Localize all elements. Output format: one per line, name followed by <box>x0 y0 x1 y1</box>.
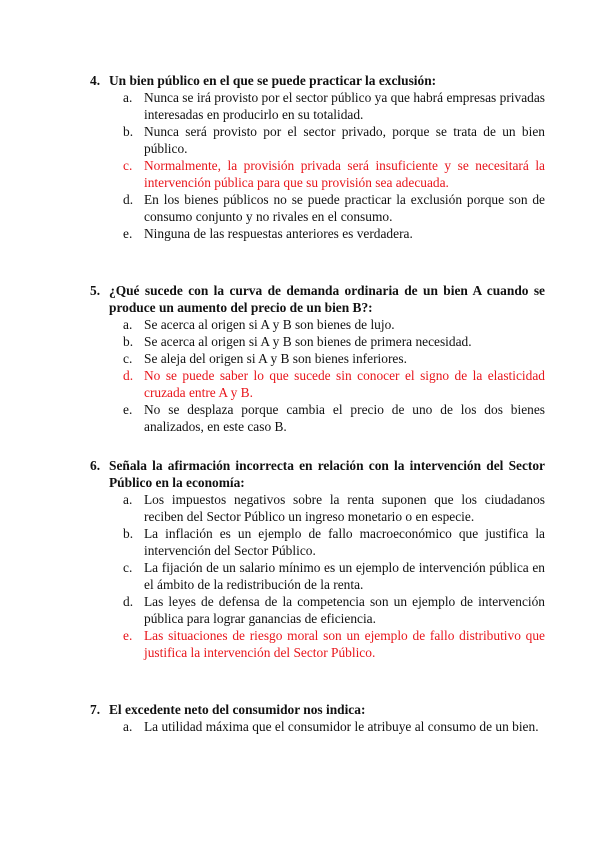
option-c <box>123 350 545 367</box>
option-a <box>123 491 545 525</box>
option-letter: c. <box>123 351 133 366</box>
option-letter: b. <box>123 124 134 139</box>
question-heading <box>90 701 545 718</box>
option-a <box>123 89 545 123</box>
option-letter: d. <box>123 594 134 609</box>
question-heading <box>90 457 545 491</box>
option-text: La fijación de un salario mínimo es un ejemplo de intervención pública en el ámbito de la redistribución de la renta. <box>144 560 545 592</box>
options-list <box>90 491 545 661</box>
option-text: Las situaciones de riesgo moral son un ejemplo de fallo distributivo que justifica la intervención del Sector Público. <box>144 628 545 660</box>
question-text: ¿Qué sucede con la curva de demanda ordinaria de un bien A cuando se produce un aumento del precio de un bien B?: <box>109 283 545 315</box>
option-text: Normalmente, la provisión privada será insuficiente y se necesitará la intervención pública para que su provisión sea adecuada. <box>144 158 545 190</box>
option-e-correct-answer <box>123 627 545 661</box>
option-letter: a. <box>123 492 133 507</box>
options-list <box>90 718 545 735</box>
question-text: El excedente neto del consumidor nos indica: <box>109 702 366 717</box>
question-number: 6. <box>90 458 101 473</box>
option-c-correct-answer <box>123 157 545 191</box>
option-text: No se desplaza porque cambia el precio de uno de los dos bienes analizados, en este caso B. <box>144 402 545 434</box>
option-letter: b. <box>123 526 134 541</box>
question-text: Un bien público en el que se puede practicar la exclusión: <box>109 73 437 88</box>
option-letter: a. <box>123 719 133 734</box>
option-d-correct-answer <box>123 367 545 401</box>
option-letter: e. <box>123 628 133 643</box>
option-letter: c. <box>123 158 133 173</box>
option-letter: e. <box>123 402 133 417</box>
option-b <box>123 333 545 350</box>
question-number: 5. <box>90 283 101 298</box>
option-text: Los impuestos negativos sobre la renta suponen que los ciudadanos reciben del Sector Público un ingreso monetario o en especie. <box>144 492 545 524</box>
question-text: Señala la afirmación incorrecta en relación con la intervención del Sector Público en la economía: <box>109 458 545 490</box>
option-letter: d. <box>123 192 134 207</box>
question-heading <box>90 72 545 89</box>
option-e <box>123 401 545 435</box>
option-letter: e. <box>123 226 133 241</box>
option-d <box>123 593 545 627</box>
option-text: Nunca se irá provisto por el sector público ya que habrá empresas privadas interesadas en producirlo en su totalidad. <box>144 90 545 122</box>
question-5 <box>90 282 545 435</box>
question-number: 7. <box>90 702 101 717</box>
option-b <box>123 123 545 157</box>
question-6 <box>90 457 545 661</box>
option-text: Se acerca al origen si A y B son bienes de primera necesidad. <box>144 334 472 349</box>
option-text: Se aleja del origen si A y B son bienes inferiores. <box>144 351 407 366</box>
question-7 <box>90 701 545 735</box>
options-list <box>90 316 545 435</box>
option-text: Ninguna de las respuestas anteriores es verdadera. <box>144 226 413 241</box>
option-e <box>123 225 545 242</box>
option-text: La inflación es un ejemplo de fallo macroeconómico que justifica la intervención del Sector Público. <box>144 526 545 558</box>
option-c <box>123 559 545 593</box>
question-number: 4. <box>90 73 101 88</box>
option-a <box>123 718 545 735</box>
question-heading <box>90 282 545 316</box>
option-text: No se puede saber lo que sucede sin conocer el signo de la elasticidad cruzada entre A y B. <box>144 368 545 400</box>
option-letter: d. <box>123 368 134 383</box>
option-letter: a. <box>123 90 133 105</box>
option-text: Se acerca al origen si A y B son bienes de lujo. <box>144 317 395 332</box>
option-letter: a. <box>123 317 133 332</box>
options-list <box>90 89 545 242</box>
option-d <box>123 191 545 225</box>
question-4 <box>90 72 545 242</box>
option-text: Las leyes de defensa de la competencia son un ejemplo de intervención pública para lograr ganancias de eficiencia. <box>144 594 545 626</box>
option-letter: b. <box>123 334 134 349</box>
option-text: La utilidad máxima que el consumidor le atribuye al consumo de un bien. <box>144 719 539 734</box>
option-text: Nunca será provisto por el sector privado, porque se trata de un bien público. <box>144 124 545 156</box>
option-a <box>123 316 545 333</box>
option-text: En los bienes públicos no se puede practicar la exclusión porque son de consumo conjunto y no rivales en el consumo. <box>144 192 545 224</box>
option-letter: c. <box>123 560 133 575</box>
option-b <box>123 525 545 559</box>
